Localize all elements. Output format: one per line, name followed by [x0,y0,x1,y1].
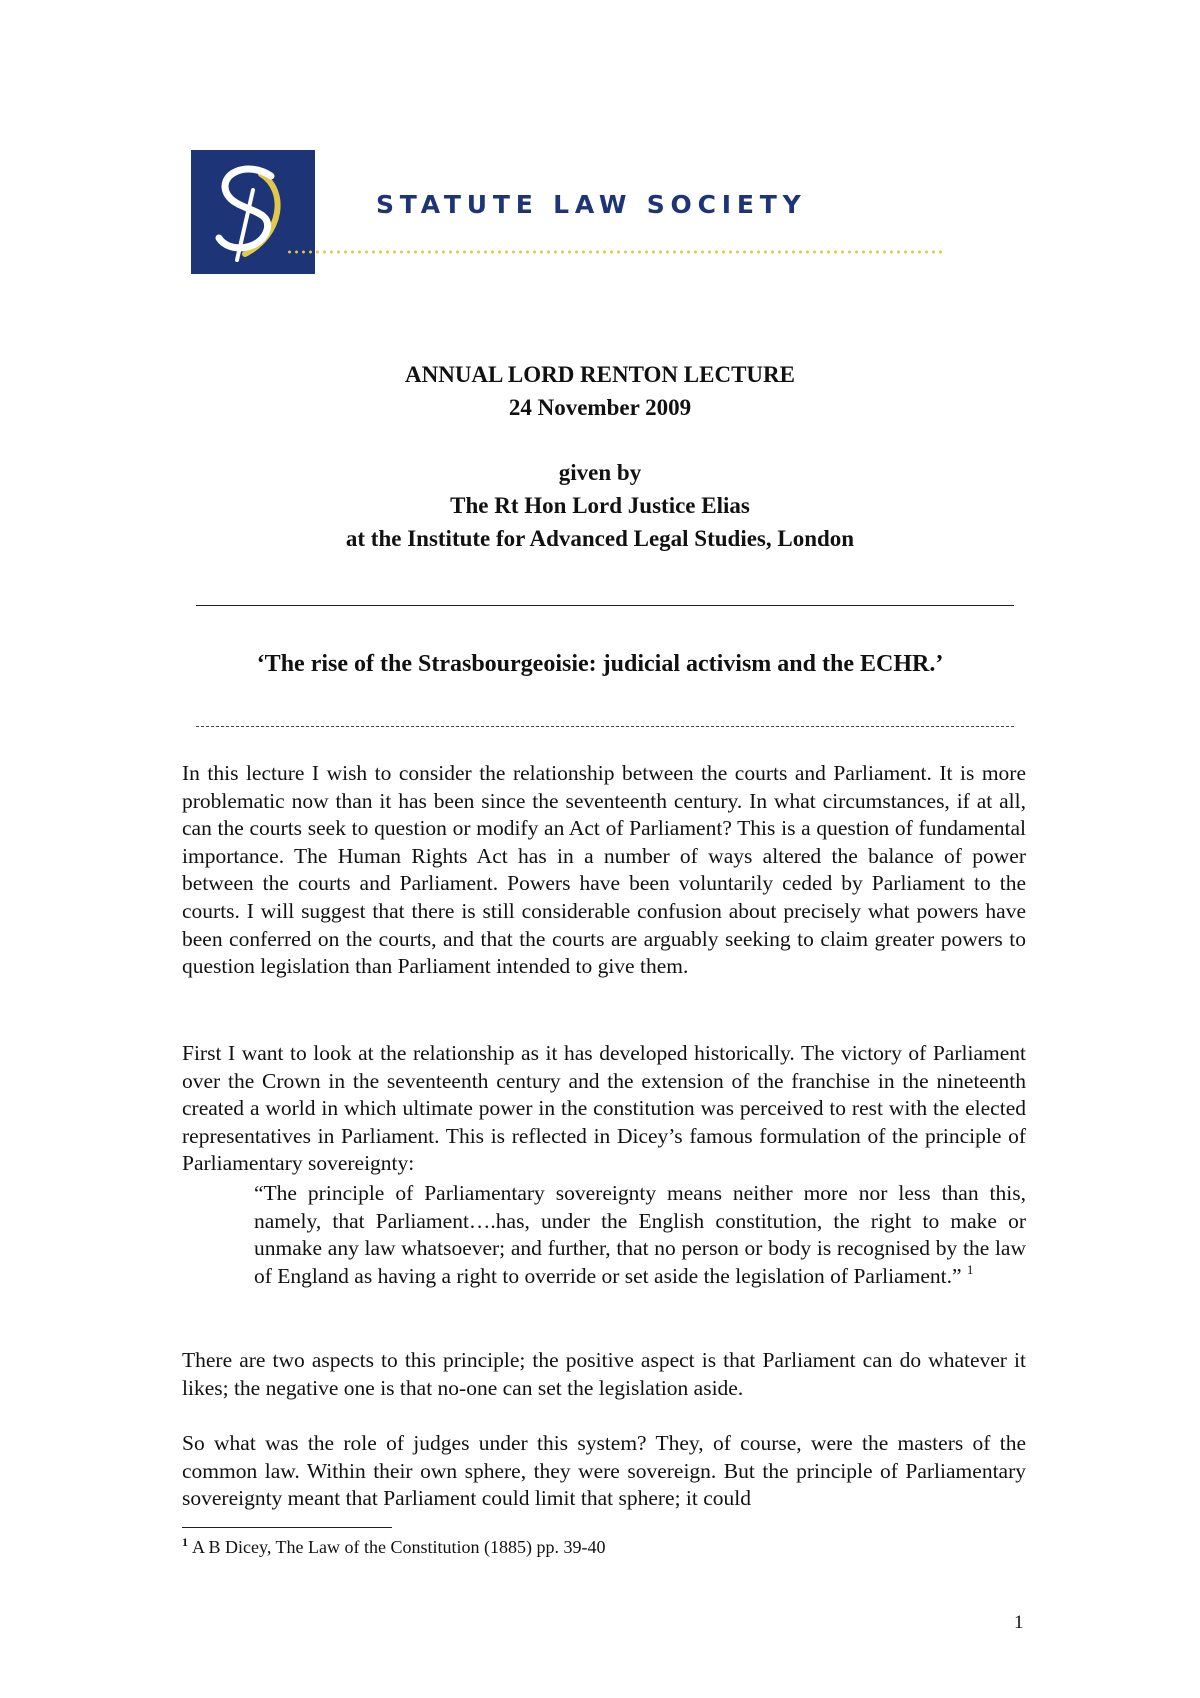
body-paragraph-3: There are two aspects to this principle; the positive aspect is that Parliament can do whatever it likes; the negative one is that no-one can set the legislation aside. [182,1348,1026,1400]
lecture-date: 24 November 2009 [508,395,692,420]
solid-divider [196,605,1014,606]
footnote-number: 1 [182,1535,188,1549]
society-name: STATUTE LAW SOCIETY [376,190,807,219]
body-paragraph-1: In this lecture I wish to consider the relationship between the courts and Parliament. It is more problematic now than it has been since the seventeenth century. In what circumstances, if at all, can the courts seek to question or modify an Act of Parliament? This is a question of fundamental importance. The Human Rights Act has in a number of ways altered the balance of power between the courts and Parliament. Powers have been voluntarily ceded by Parliament to the courts. I will suggest that there is still considerable confusion about precisely what powers have been conferred on the courts, and that the courts are arguably seeking to claim greater powers to question legislation than Parliament intended to give them. [182,761,1026,979]
footnote [182,1536,605,1558]
speaker-name: The Rt Hon Lord Justice Elias [450,493,750,518]
footnote-text: A B Dicey, The Law of the Constitution (1885) pp. 39-40 [192,1537,606,1557]
monogram-icon [191,150,315,274]
body-paragraph-2: First I want to look at the relationship as it has developed historically. The victory of Parliament over the Crown in the seventeenth century and the extension of the franchise in the nineteenth created a world in which ultimate power in the constitution was perceived to rest with the elected representatives in Parliament. This is reflected in Dicey’s famous formulation of the principle of Parliamentary sovereignty: [182,1041,1026,1176]
lecture-series-title: ANNUAL LORD RENTON LECTURE [404,362,795,387]
venue: at the Institute for Advanced Legal Studies, London [345,526,855,551]
quotation-text: “The principle of Parliamentary sovereignty means neither more nor less than this, namely, that Parliament….has, under the English constitution, the right to make or unmake any law whatsoever; and further, that no person or body is recognised by the law of England as having a right to override or set aside the legislation of Parliament.” [254,1181,1026,1288]
society-logo [191,150,315,274]
given-by-label: given by [558,460,642,485]
footnote-separator [182,1527,392,1528]
page-number: 1 [1014,1612,1024,1633]
dotted-divider [286,250,946,254]
body-paragraph-4: So what was the role of judges under this system? They, of course, were the masters of the common law. Within their own sphere, they were sovereign. But the principle of Parliamentary sovereignty meant that Parliament could limit that sphere; it could [182,1431,1026,1511]
dicey-quotation [254,1180,1026,1290]
dashed-divider [196,726,1014,727]
lecture-title: ‘The rise of the Strasbourgeoisie: judicial activism and the ECHR.’ [256,651,944,677]
footnote-reference[interactable]: 1 [966,1261,974,1277]
